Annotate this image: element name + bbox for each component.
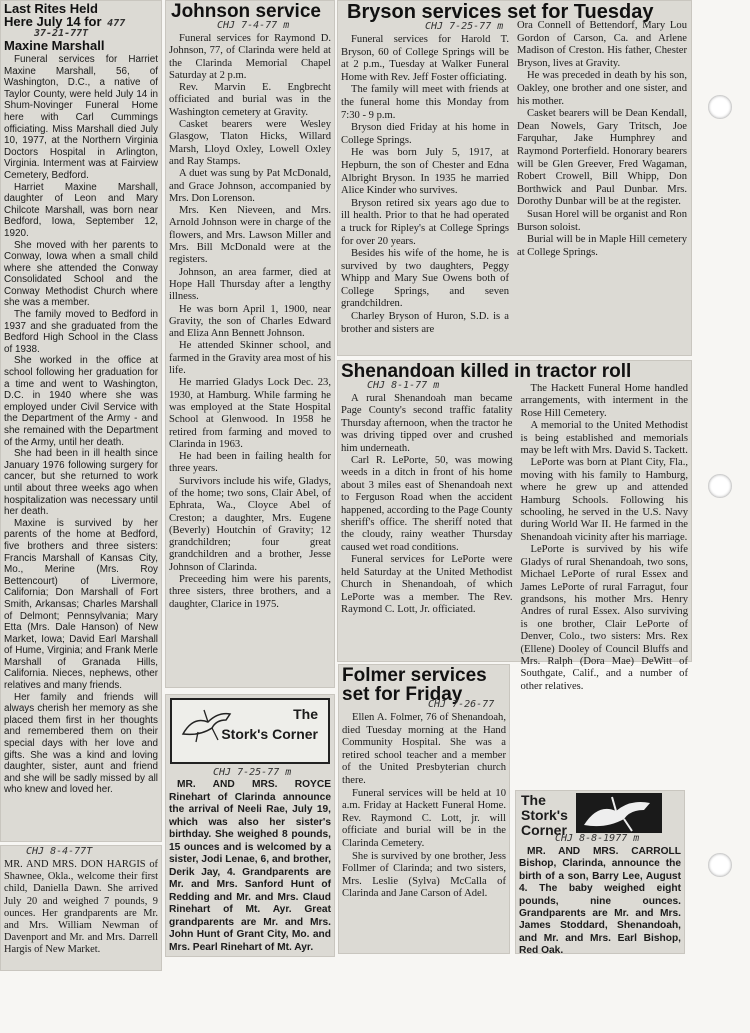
marshall-body: [0, 52, 162, 798]
johnson-paragraph: He attended Skinner school, and farmed in the Gravity area most of his life.: [169, 340, 331, 377]
bryson-paragraph: Casket bearers will be Dean Kendall, Dean Nowels, Gary Tritsch, Joe Farquhar, Jake Humphrey and Raymond Porterfield. Honorary bearers will be Glen Greever, Fred Wagaman, Robert Crowell, Bill Whipp, Don Borthwick and Paul Dunbar. Mrs. Dorothy Dunbar will be at the register.: [517, 108, 687, 208]
storks-corner-2-title: The Stork's Corner: [521, 792, 568, 838]
leporte-note: CHJ 8-1-77 m: [367, 380, 440, 391]
bryson-paragraph: Bryson retired six years ago due to ill health. Prior to that he had operated a truck for Ripley's at College Springs for over 20 years.: [341, 197, 509, 247]
leporte-paragraph: LePorte is survived by his wife Gladys of rural Shenandoah, two sons, Michael LePorte of rural Essex and James LePorte of rural Farragut, four grandsons, his mother Mrs. Henry Andres of rural Essex. Also surviving is one brother, Clair LePorte of Denver, Colo., two sisters: Mrs. Rex (Ellene) Dooley of Council Bluffs and Mrs. Ralph (Dora Mae) DeWitt of Southgate, Calif., and a number of other relatives.: [520, 544, 688, 692]
marshall-note-b: 37-21-77T: [34, 28, 89, 39]
leporte-column-2: [517, 381, 693, 695]
bryson-paragraph: He was born July 5, 1917, at Hepburn, the son of Chester and Edna Albright Bryson. In 1935 he married Alice Kinder who survives.: [341, 147, 509, 197]
bryson-headline: Bryson services set for Tuesday: [347, 1, 654, 23]
leporte-paragraph: Carl R. LePorte, 50, was mowing weeds in a ditch in front of his home about 3 miles east of Shenandoah next to Ferguson Road when the accident happened, according to the Page County sheriff's office. The sheriff noted that the cloudy, rainy weather Thursday caused wet road conditions.: [341, 455, 513, 553]
folmer-headline-line2: set for Friday: [342, 684, 463, 705]
marshall-paragraph: The family moved to Bedford in 1937 and she graduated from the Bedford High School in the Class of 1938.: [4, 309, 158, 355]
marshall-paragraph: Maxine is survived by her parents of the home at Bedford, five brothers and three sisters: Francis Marshall of Kansas City, Mo., Merine (Mrs. Roy Bettencourt) of Livermore, California; Don Marshall of Fort Smith, Arkansas; Charles Marshall of Delmont; Pennsylvania; Mary Etta (Mrs. Dale Hanson) of New Market, Iowa; David Earl Marshall of Hume, Virginia; and Frank Merle Marshall of Granada Hills, California. Nieces, nephews, other relatives and many friends.: [4, 517, 158, 692]
folmer-paragraph: Funeral services will be held at 10 a.m. Friday at Hackett Funeral Home. Rev. Raymond C. Lott, jr. will officiate and burial will be in the Clarinda Cemetery.: [342, 787, 506, 849]
bryson-paragraph: He was preceded in death by his son, Oakley, one brother and one sister, and his mother.: [517, 70, 687, 107]
johnson-paragraph: A duet was sung by Pat McDonald, and Grace Johnson, accompanied by Mrs. Don Lorenson.: [169, 168, 331, 204]
storks-corner-rinehart-clipping: [165, 694, 335, 957]
storks-corner-title: Stork's Corner: [221, 726, 318, 742]
hargis-birth-clipping: [0, 845, 162, 971]
stork-icon: [178, 704, 238, 744]
bryson-paragraph: The family will meet with friends at the funeral home this Monday from 7:30 - 9 p.m.: [341, 84, 509, 121]
johnson-paragraph: Casket bearers were Wesley Glasgow, Tlaton Hicks, Willard Marsh, Lloyd Oxley, Lowell Oxley and Ray Stamps.: [169, 119, 331, 167]
binder-hole-bottom: [708, 853, 732, 877]
bryson-paragraph: Ora Connell of Bettendorf, Mary Lou Gordon of Carson, Ca. and Arlene Madison of Creston. His father, Chester Bryson, lives at Gravity.: [517, 20, 687, 69]
folmer-body: [338, 710, 510, 903]
bryson-paragraph: Besides his wife of the home, he is survived by two daughters, Peggy Whipp and Mary Sue Owens both of College Springs, and seven grandchildren.: [341, 248, 509, 310]
leporte-column-1: [337, 391, 517, 695]
storks-corner-bishop-clipping: [515, 790, 685, 957]
marshall-headline-line3: Maxine Marshall: [4, 38, 105, 53]
binder-hole-top: [708, 95, 732, 119]
johnson-paragraph: Survivors include his wife, Gladys, of the home; two sons, Clair Abel, of Ephrata, Wa., Cloyce Abel of Creston; a daughter, Mrs. Eugene (Beverly) Houtchin of Gravity; 12 grandchildren; four great grandchildren and a brother, Jesse Johnson of Clarinda.: [169, 475, 331, 573]
leporte-headline: Shenandoan killed in tractor roll: [341, 361, 632, 382]
bryson-paragraph: Funeral services for Harold T. Bryson, 60 of College Springs will be at 2 p.m., Tuesday at Walker Funeral Home with Rev. Jeff Foster officiating.: [341, 34, 509, 83]
stork2-text: MR. AND MRS. CARROLL Bishop, Clarinda, announce the birth of a son, Barry Lee, August 4. The baby weighed eight pounds, nine ounces. Grandparents are Mr. and Mrs. James Stoddard, Shenandoah, and Mr. and Mrs. Earl Bishop, Red Oak.: [519, 846, 681, 957]
hargis-note: CHJ 8-4-77T: [26, 846, 93, 857]
bryson-paragraph: Bryson died Friday at his home in College Springs.: [341, 122, 509, 146]
marshall-paragraph: She worked in the office at school following her graduation for a time and went to Washington, D.C. in 1940 where she was employed under Civil Service with the Department of the Army - and she remained with the Department of the Army, until her death.: [4, 355, 158, 448]
bryson-column-2: [513, 18, 691, 338]
johnson-paragraph: Preceeding him were his parents, three sisters, three brothers, and a daughter, Clarice in 1975.: [169, 574, 331, 610]
leporte-paragraph: A rural Shenandoah man became Page County's second traffic fatality Thursday afternoon, when the tractor he was driving tipped over and crushed him underneath.: [341, 393, 513, 454]
leporte-paragraph: The Hackett Funeral Home handled arrangements, with interment in the Rose Hill Cemetery.: [520, 383, 688, 419]
johnson-paragraph: He married Gladys Lock Dec. 23, 1930, at Hamburg. While farming he was employed at the State Hospital School at Glenwood. In 1958 he retired from farming and moved to Clarinda in 1963.: [169, 377, 331, 450]
marshall-paragraph: Her family and friends will always cherish her memory as she placed them first in her thoughts and remembered them on their special days with her love and gifts. She was a kind and loving daughter, sister, aunt and friend and she will be sadly missed by all who knew and loved her.: [4, 691, 158, 796]
bryson-obituary-clipping: [337, 0, 692, 356]
folmer-obituary-clipping: [338, 664, 510, 954]
folmer-headline-line1: Folmer services: [342, 665, 487, 686]
johnson-paragraph: Funeral services for Raymond D. Johnson, 77, of Clarinda were held at the Clarinda Memorial Chapel Saturday at 2 p.m.: [169, 33, 331, 81]
folmer-paragraph: She is survived by one brother, Jess Follmer of Clarinda; and two sisters, Mrs. Leslie (Sylva) McCalla of Clarinda and Jane Carson of Adel.: [342, 850, 506, 900]
marshall-headline-line2: Here July 14 for 477: [4, 14, 126, 29]
leporte-paragraph: Funeral services for LePorte were held Saturday at the United Methodist Church in Shenandoah, of which LePorte was a member. The Rev. Raymond C. Lott, Jr. officiated.: [341, 554, 513, 615]
marshall-obituary-clipping: [0, 0, 162, 842]
bryson-column-1: [337, 32, 513, 338]
leporte-paragraph: LePorte was born at Plant City, Fla., moving with his family to Hamburg, where he grew up and attended Hamburg Schools. Following his schooling, he served in the U.S. Navy during World War II. He farmed in the Shenandoah vicinity after his marriage.: [520, 457, 688, 543]
johnson-paragraph: He was born April 1, 1900, near Gravity, the son of Charles Edward and Eliza Ann Bennett Johnson.: [169, 303, 331, 340]
marshall-paragraph: She had been in ill health since January 1976 following surgery for cancer, but she returned to work until about three weeks ago when hospitalization was necessary until her death.: [4, 448, 158, 518]
storks-corner-the: The: [293, 706, 318, 722]
stork-icon: [576, 793, 662, 833]
marshall-paragraph: Harriet Maxine Marshall, daughter of Leon and Mary Chilcote Marshall, was born near Bedford, Iowa, September 12, 1920.: [4, 181, 158, 239]
leporte-paragraph: A memorial to the United Methodist is being established and memorials may be left with Mrs. David S. Tackett.: [520, 420, 688, 457]
binder-hole-middle: [708, 474, 732, 498]
johnson-note: CHJ 7-4-77 m: [217, 20, 290, 31]
stork2-note: CHJ 8-8-1977 m: [555, 833, 640, 844]
stork1-note: CHJ 7-25-77 m: [213, 767, 292, 778]
marshall-headline: [0, 0, 162, 52]
johnson-paragraph: He had been in failing health for three years.: [169, 451, 331, 475]
bryson-paragraph: Charley Bryson of Huron, S.D. is a brother and sisters are: [341, 311, 509, 335]
storks-corner-banner: [170, 698, 330, 764]
johnson-headline: Johnson service: [171, 1, 321, 22]
bryson-paragraph: Susan Horel will be organist and Ron Burson soloist.: [517, 208, 687, 233]
storks-corner-2-banner: [515, 790, 685, 838]
folmer-note: CHJ 7-26-77: [428, 699, 495, 710]
bryson-paragraph: Burial will be in Maple Hill cemetery at College Springs.: [517, 234, 687, 258]
hargis-text: MR. AND MRS. DON HARGIS of Shawnee, Okla., welcome their first child, Daniella Dawn. She arrived July 20 and weighed 7 pounds, 9 ounces. Her grandparents are Mr. and Mrs. William Newman of Davenport and Mr. and Mrs. Darrell Hargis of New Market.: [4, 859, 158, 956]
marshall-paragraph: Funeral services for Harriet Maxine Marshall, 56, of Washington, D.C., a native of Taylor County, were held July 14 in Shum-Novinger Funeral Home here with Carl Cummings officiating. Miss Marshall died July 10, 1977, at the Northern Virginia Doctors Hospital in Arlington, Virginia. Interment was at Fairview Cemetery, Bedford.: [4, 54, 158, 181]
bryson-note: CHJ 7-25-77 m: [425, 21, 504, 32]
johnson-paragraph: Mrs. Ken Nieveen, and Mrs. Arnold Johnson were in charge of the flowers, and Mrs. Lawson Miller and Mrs. Bill McDonald were at the registers.: [169, 205, 331, 266]
folmer-paragraph: Ellen A. Folmer, 76 of Shenandoah, died Tuesday morning at the Hand Community Hospital. She was a retired school teacher and a member of the United Presbyterian church there.: [342, 712, 506, 786]
marshall-note-a: 477: [107, 18, 126, 29]
stork1-text: MR. AND MRS. ROYCE Rinehart of Clarinda announce the arrival of Neeli Rae, July 19, which was also her sister's birthday. She weighed 8 pounds, 15 ounces and is welcomed by a sister, Jodi Lenae, 6, and brother, Derik Jay, 4. Grandparents are Mr. and Mrs. Sanford Hunt of Redding and Mr. and Mrs. Claud Rinehart of Mt. Ayr. Great grandparents are Mr. and Mrs. John Hunt of Grant City, Mo. and Mrs. Pearl Rinehart of Mt. Ayr.: [169, 779, 331, 953]
johnson-paragraph: Rev. Marvin E. Engbrecht officiated and burial was in the Washington cemetery at Gravity.: [169, 82, 331, 118]
johnson-paragraph: Johnson, an area farmer, died at Hope Hall Thursday after a lengthy illness.: [169, 266, 331, 303]
johnson-body: [165, 31, 335, 613]
marshall-paragraph: She moved with her parents to Conway, Iowa when a small child where she attended the Conway Consolidated School and the Conway Methodist Church where she was a member.: [4, 239, 158, 309]
marshall-headline-line1: Last Rites Held: [4, 1, 98, 16]
johnson-obituary-clipping: [165, 0, 335, 688]
folmer-headline: [338, 664, 510, 704]
